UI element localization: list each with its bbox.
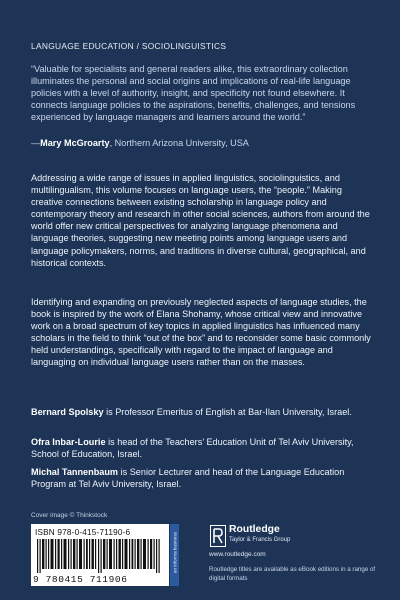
category-label: LANGUAGE EDUCATION / SOCIOLINGUISTICS (31, 41, 227, 51)
ebook-note: Routledge titles are available as eBook editions in a range of digital formats (209, 566, 376, 582)
quote-author: Mary McGroarty (40, 138, 110, 148)
publisher-url: www.routledge.com (209, 551, 266, 558)
description-paragraph: Identifying and expanding on previously neglected aspects of language studies, the book is inspired by the work of Elana Shohamy, whose critical view and innovative work on a broad spectrum of key topics in applied linguistics has influenced many scholars in the field to think “out of the box” and to reconsider some basic commonly held understandings, specifically with regard to the impact of language and languaging on individual language users rather than on the masses. (31, 297, 371, 368)
isbn-label: ISBN 978-0-415-71190-6 (35, 528, 131, 537)
review-quote: “Valuable for specialists and general readers alike, this extraordinary collection illuminates the personal and social origins and implications of real-life language policies with a level of authority, insight, and specificity not found elsewhere. It connects language policies to the aspirations, benefits, challenges, and tensions experienced by language managers and learners around the world.” (31, 64, 356, 123)
editor-bio (31, 436, 376, 460)
quote-dash: — (31, 138, 41, 148)
publisher-group: Taylor & Francis Group (229, 537, 291, 543)
editor-name: Ofra Inbar-Lourie (31, 437, 106, 447)
editor-name: Bernard Spolsky (31, 407, 104, 417)
barcode-number: 9 780415 711906 (33, 574, 128, 585)
editor-bio-text: is head of the Teachers’ Education Unit of Tel Aviv University, School of Education, Israel. (31, 437, 354, 460)
editor-bio-text: is Professor Emeritus of English at Bar-Ilan University, Israel. (103, 407, 352, 417)
editor-bio (31, 406, 376, 418)
informa-tag-text: an informa business (172, 531, 178, 574)
routledge-r-logo-icon (210, 525, 226, 547)
editor-bio (31, 466, 376, 490)
description-paragraph: Addressing a wide range of issues in applied linguistics, sociolinguistics, and multilingualism, this volume focuses on language users, the “people.” Making creative connections between existing scholarship in language policy and contemporary theory and research in other social sciences, authors from around the world offer new critical perspectives for analyzing language phenomena and language theories, suggesting new meeting points among language users and language policymakers, norms, and traditions in diverse cultural, geographical, and historical contexts. (31, 173, 370, 268)
quote-attribution (31, 137, 376, 149)
publisher-name: Routledge (229, 524, 280, 535)
editor-name: Michal Tannenbaum (31, 467, 119, 477)
barcode-panel (31, 524, 169, 586)
editor-bio-text: is Senior Lecturer and head of the Language Education Program at Tel Aviv University, Israel. (31, 467, 345, 490)
cover-image-credit: Cover image © Thinkstock (31, 512, 108, 519)
barcode-icon (35, 539, 165, 573)
informa-tag (170, 524, 179, 586)
quote-affiliation: , Northern Arizona University, USA (109, 138, 249, 148)
